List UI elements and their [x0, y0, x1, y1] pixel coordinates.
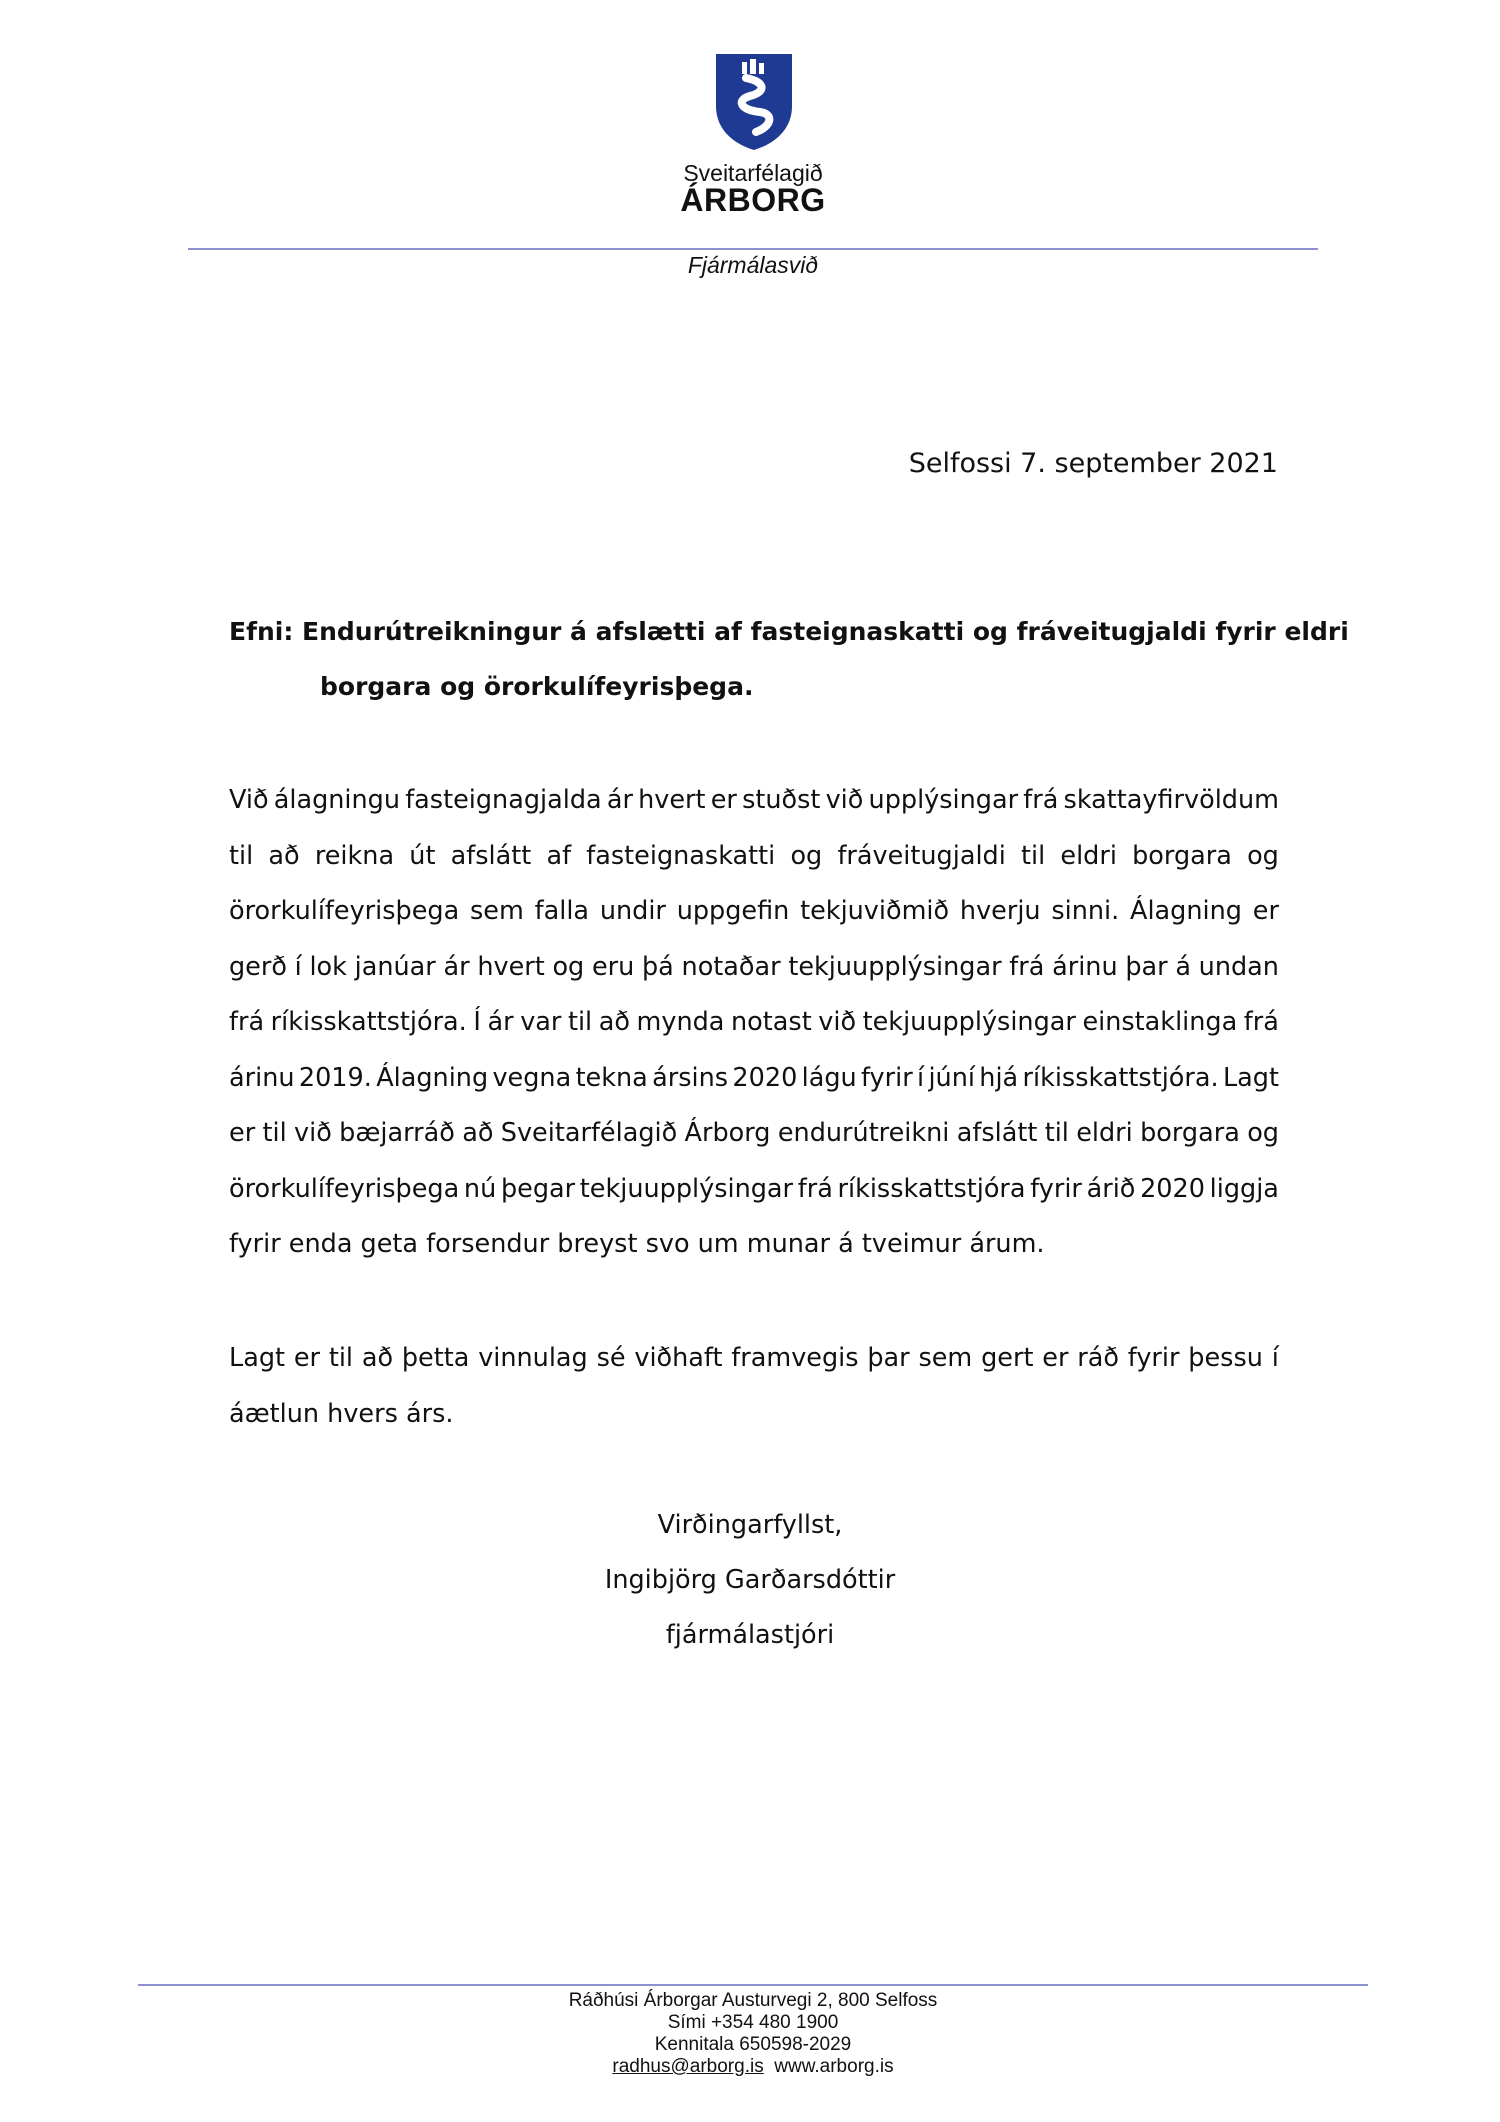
word: er: [229, 1118, 256, 1148]
word: ríkisskattstjóra: [837, 1173, 1026, 1204]
signer-title: fjármálastjóri: [665, 1620, 835, 1650]
brand-name-line1: Sveitarfélagið: [683, 160, 823, 186]
word: frá: [797, 1173, 833, 1204]
paragraph-line: [229, 1115, 1279, 1171]
word: sinni.: [1051, 896, 1120, 926]
word: afslátt: [956, 1118, 1038, 1148]
word: hvert: [477, 951, 545, 982]
word: þar: [1125, 951, 1168, 982]
word: stuðst: [742, 785, 821, 815]
body-paragraph-2: [229, 1340, 1279, 1451]
word: Lagt: [1222, 1062, 1279, 1093]
word: eldri: [1076, 1118, 1133, 1148]
paragraph-line: [229, 1171, 1279, 1227]
word: örorkulífeyrisþega: [229, 896, 460, 926]
word: hvert: [638, 785, 706, 815]
body-paragraph-1: [229, 782, 1279, 1282]
word: Lagt: [229, 1343, 286, 1373]
word: hverju: [959, 896, 1041, 926]
word: einstaklinga: [1082, 1007, 1238, 1037]
word: að: [598, 1007, 630, 1037]
paragraph-line: fyrir enda geta forsendur breyst svo um munar á tveimur árum.: [229, 1229, 1045, 1259]
word: Álagning: [376, 1062, 489, 1093]
word: 2020: [732, 1062, 798, 1093]
word: eldri: [1060, 840, 1117, 871]
word: Sveitarfélagið: [500, 1118, 678, 1148]
word: ríkisskattstjóra.: [270, 1007, 467, 1037]
word: til: [1021, 840, 1046, 871]
word: vegna: [492, 1062, 572, 1093]
word: örorkulífeyrisþega: [229, 1173, 460, 1204]
letter-date: Selfossi 7. september 2021: [908, 448, 1278, 479]
word: nú: [463, 1173, 497, 1204]
word: ár: [606, 785, 633, 815]
word: tekjuupplýsingar: [579, 1173, 794, 1204]
word: bæjarráð: [339, 1118, 455, 1148]
word: út: [409, 840, 436, 871]
word: eru: [591, 951, 635, 982]
word: er: [710, 785, 737, 815]
word: ár: [443, 951, 470, 982]
word: og: [552, 951, 585, 982]
word: Árborg: [684, 1118, 771, 1148]
word: borgara: [1140, 1118, 1240, 1148]
header-divider: [188, 248, 1318, 250]
word: tekna: [575, 1062, 648, 1093]
word: er: [293, 1343, 321, 1373]
paragraph-line: [229, 1004, 1279, 1060]
word: að: [268, 840, 300, 871]
paragraph-line: [229, 782, 1279, 838]
word: til: [328, 1343, 354, 1373]
paragraph-line: [229, 838, 1279, 894]
word: júní: [928, 1062, 975, 1093]
word: afslátt: [450, 840, 532, 871]
word: í: [294, 951, 302, 982]
word: og: [790, 840, 823, 871]
word: í: [1271, 1343, 1279, 1373]
brand-name-line2: ÁRBORG: [680, 182, 826, 218]
word: tekjuviðmið: [800, 896, 950, 926]
word: upplýsingar: [868, 785, 1019, 815]
word: skattayfirvöldum: [1063, 785, 1279, 815]
word: við: [825, 785, 864, 815]
paragraph-line: áætlun hvers árs.: [229, 1398, 454, 1429]
paragraph-line: [229, 1060, 1279, 1116]
word: fyrir: [1127, 1343, 1180, 1373]
footer-divider: [138, 1984, 1368, 1986]
word: til: [567, 1007, 593, 1037]
word: fráveitugjaldi: [837, 840, 1006, 871]
word: 2019.: [298, 1062, 372, 1093]
word: fasteignaskatti: [586, 840, 776, 871]
paragraph-line: [229, 1340, 1279, 1396]
word: þessu: [1188, 1343, 1263, 1373]
word: frá: [1243, 1007, 1279, 1037]
word: framvegis: [731, 1343, 859, 1373]
word: til: [262, 1118, 287, 1148]
word: notast: [731, 1007, 812, 1037]
word: falla: [534, 896, 590, 926]
word: og: [1247, 840, 1279, 871]
subject-line-1: Efni: Endurútreikningur á afslætti af fasteignaskatti og fráveitugjaldi fyrir eldri: [229, 617, 1349, 646]
paragraph-line: [229, 949, 1279, 1005]
word: gerð: [229, 951, 287, 982]
word: árinu: [1052, 951, 1118, 982]
subject-line-2: borgara og örorkulífeyrisþega.: [320, 672, 754, 701]
word: ársins: [652, 1062, 729, 1093]
word: ár: [487, 1007, 514, 1037]
word: ráð: [1077, 1343, 1119, 1373]
closing-salutation: Virðingarfyllst,: [657, 1510, 843, 1540]
arborg-coat-of-arms-icon: [714, 52, 794, 152]
word: Við: [229, 785, 269, 815]
word: Í: [473, 1007, 481, 1037]
word: var: [520, 1007, 562, 1037]
word: uppgefin: [676, 896, 790, 926]
word: undan: [1198, 951, 1279, 982]
department-label: Fjármálasvið: [687, 252, 819, 278]
footer-email-link[interactable]: radhus@arborg.is: [612, 2056, 764, 2077]
word: þetta: [401, 1343, 470, 1373]
word: af: [546, 840, 572, 871]
word: sé: [596, 1343, 626, 1373]
word: gert: [981, 1343, 1034, 1373]
word: sem: [470, 896, 524, 926]
word: liggja: [1209, 1173, 1279, 1204]
word: og: [1247, 1118, 1279, 1148]
footer-phone: Sími +354 480 1900: [667, 2012, 839, 2033]
word: er: [1252, 896, 1279, 926]
word: tekjuupplýsingar: [862, 1007, 1076, 1037]
word: álagningu: [273, 785, 401, 815]
footer-contact: [480, 2056, 1026, 2078]
word: við: [294, 1118, 332, 1148]
word: mynda: [636, 1007, 725, 1037]
word: þegar: [500, 1173, 576, 1204]
word: fasteignagjalda: [405, 785, 602, 815]
word: lok: [309, 951, 347, 982]
word: endurútreikni: [777, 1118, 950, 1148]
word: árinu: [229, 1062, 295, 1093]
word: reikna: [314, 840, 395, 871]
word: vinnulag: [478, 1343, 588, 1373]
word: til: [1044, 1118, 1069, 1148]
word: janúar: [354, 951, 436, 982]
paragraph-line: [229, 893, 1279, 949]
word: til: [229, 840, 254, 871]
word: viðhaft: [634, 1343, 723, 1373]
word: er: [1042, 1343, 1069, 1373]
word: árið: [1086, 1173, 1136, 1204]
word: á: [1175, 951, 1191, 982]
word: að: [462, 1118, 494, 1148]
word: notaðar: [681, 951, 781, 982]
footer-kennitala: Kennitala 650598-2029: [654, 2034, 852, 2055]
word: fyrir: [1030, 1173, 1082, 1204]
word: 2020: [1140, 1173, 1205, 1204]
word: Álagning: [1130, 896, 1242, 926]
word: sem: [918, 1343, 973, 1373]
word: undir: [599, 896, 666, 926]
word: borgara: [1132, 840, 1232, 871]
word: við: [818, 1007, 857, 1037]
word: ríkisskattstjóra.: [1022, 1062, 1219, 1093]
word: að: [361, 1343, 394, 1373]
word: frá: [1023, 785, 1059, 815]
footer-website[interactable]: www.arborg.is: [774, 2056, 894, 2077]
word: frá: [1009, 951, 1045, 982]
footer-address: Ráðhúsi Árborgar Austurvegi 2, 800 Selfoss: [568, 1990, 938, 2011]
word: fyrir: [861, 1062, 913, 1093]
word: lágu: [801, 1062, 857, 1093]
signer-name: Ingibjörg Garðarsdóttir: [604, 1565, 896, 1595]
word: þá: [642, 951, 674, 982]
word: þar: [867, 1343, 910, 1373]
word: hjá: [979, 1062, 1019, 1093]
word: í: [917, 1062, 925, 1093]
word: frá: [229, 1007, 265, 1037]
word: tekjuupplýsingar: [788, 951, 1002, 982]
